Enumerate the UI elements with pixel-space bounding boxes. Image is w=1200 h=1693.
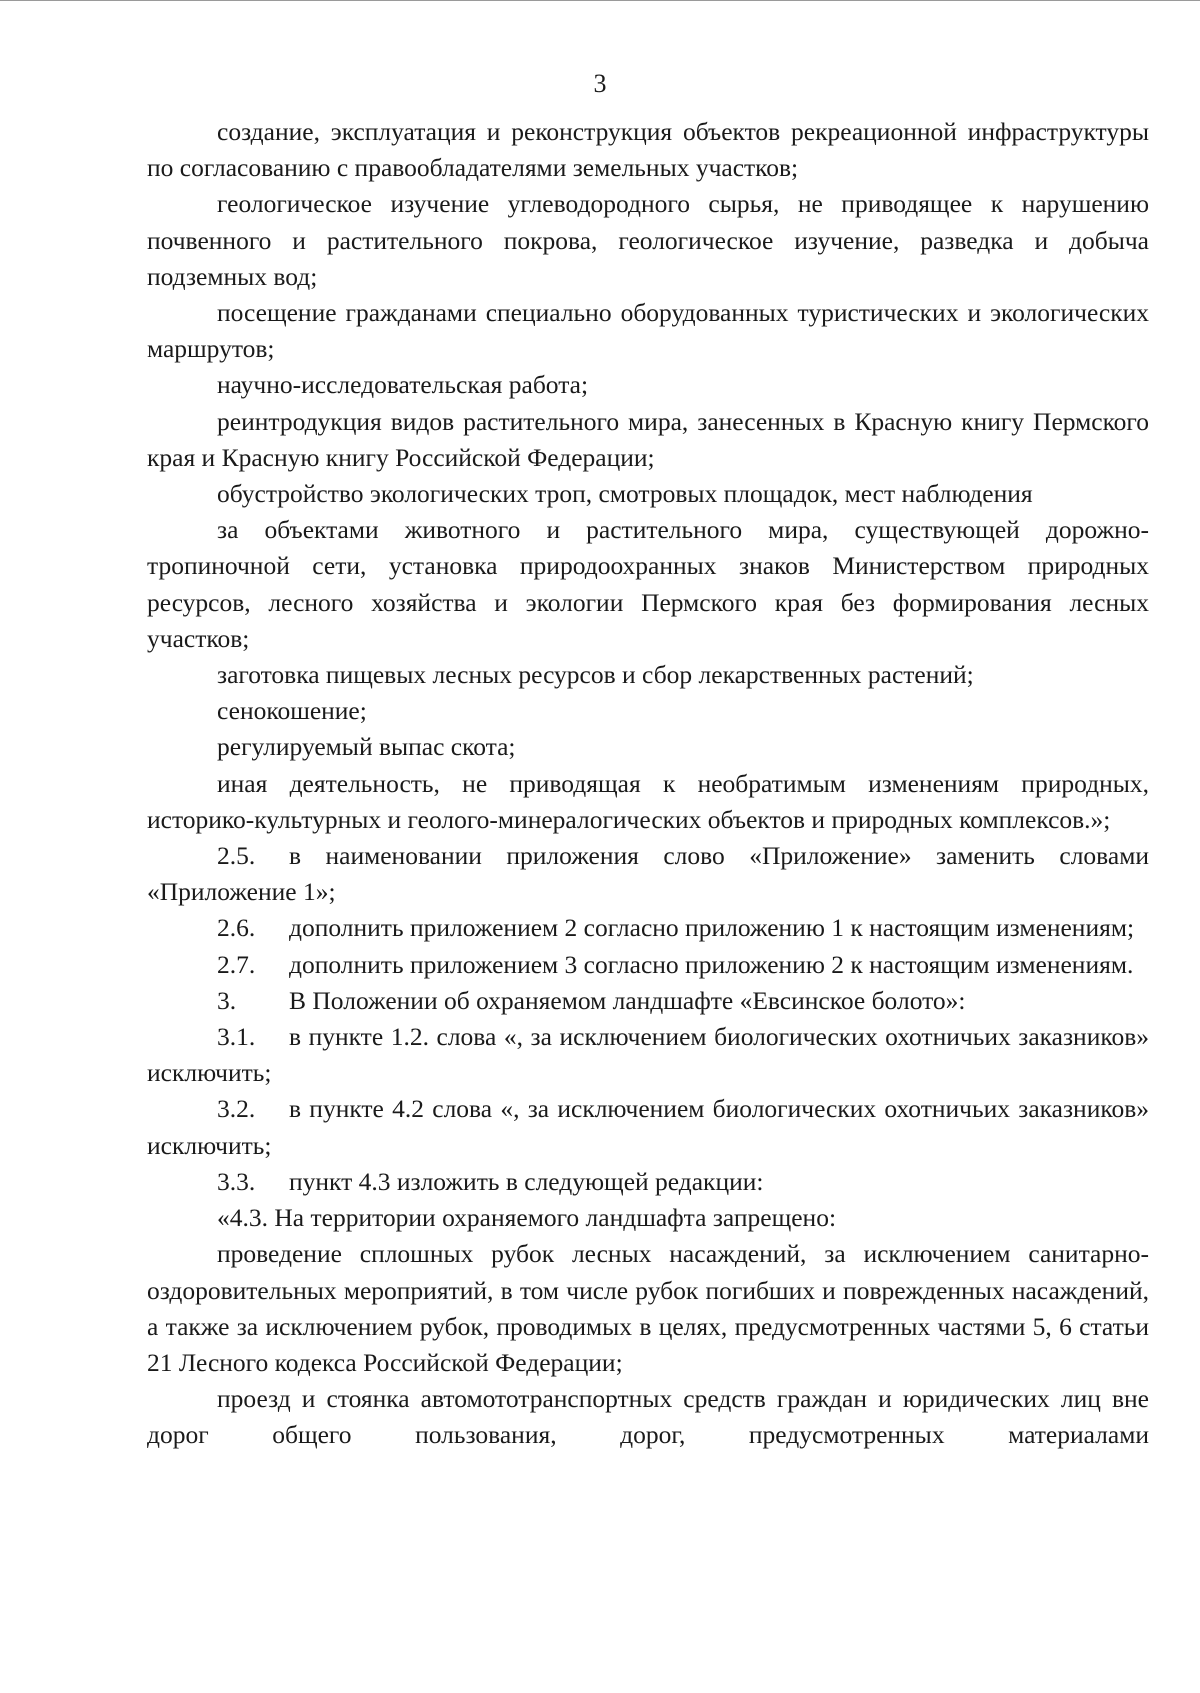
paragraph: «4.3. На территории охраняемого ландшафта запрещено: — [217, 1203, 837, 1233]
paragraph: геологическое изучение углеводородного сырья, не приводящее к нарушению почвенного и растительного покрова, геологическое изучение, разведка и добыча подземных вод; — [147, 189, 1149, 291]
document-body — [147, 114, 1149, 1454]
item-text: в наименовании приложения слово «Приложение» заменить словами «Приложение 1»; — [147, 841, 1149, 907]
item-number: 3.1. — [217, 1022, 256, 1052]
item-number: 2.7. — [217, 949, 256, 979]
paragraph: реинтродукция видов растительного мира, занесенных в Красную книгу Пермского края и Красную книгу Российской Федерации; — [147, 406, 1149, 472]
paragraph: посещение гражданами специально оборудованных туристических и экологических маршрутов; — [147, 298, 1149, 364]
item-text: пункт 4.3 изложить в следующей редакции: — [289, 1166, 764, 1196]
paragraph: иная деятельность, не приводящая к необратимым изменениям природных, историко-культурных и геолого-минералогических объектов и природных комплексов.»; — [147, 768, 1149, 834]
paragraph: за объектами животного и растительного мира, существующей дорожно-тропиночной сети, установка природоохранных знаков Министерством природных ресурсов, лесного хозяйства и экологии Пермского края без формирования лесных участков; — [147, 515, 1149, 653]
page-number: 3 — [593, 69, 607, 98]
item-number: 3.2. — [217, 1094, 256, 1124]
item-number: 3. — [217, 985, 237, 1015]
numbered-item — [147, 1091, 1149, 1163]
numbered-item — [147, 910, 1149, 946]
paragraph: научно-исследовательская работа; — [217, 370, 589, 400]
item-number: 2.6. — [217, 913, 256, 943]
numbered-item — [147, 947, 1149, 983]
paragraph: проведение сплошных рубок лесных насаждений, за исключением санитарно-оздоровительных мероприятий, в том числе рубок погибших и поврежденных насаждений, а также за исключением рубок, проводимых в целях, предусмотренных частями 5, 6 статьи 21 Лесного кодекса Российской Федерации; — [147, 1239, 1149, 1377]
item-text: дополнить приложением 2 согласно приложению 1 к настоящим изменениям; — [289, 913, 1135, 943]
item-number: 2.5. — [217, 841, 256, 871]
paragraph: регулируемый выпас скота; — [217, 732, 516, 762]
numbered-item — [147, 1019, 1149, 1091]
paragraph: проезд и стоянка автомототранспортных средств граждан и юридических лиц вне дорог общего пользования, дорог, предусмотренных материалами — [147, 1384, 1149, 1450]
item-text: в пункте 4.2 слова «, за исключением биологических охотничьих заказников» исключить; — [147, 1094, 1149, 1160]
item-text: В Положении об охраняемом ландшафте «Евсинское болото»: — [289, 985, 966, 1015]
item-text: в пункте 1.2. слова «, за исключением биологических охотничьих заказников» исключить; — [147, 1022, 1149, 1088]
item-text: дополнить приложением 3 согласно приложению 2 к настоящим изменениям. — [289, 949, 1134, 979]
paragraph: сенокошение; — [217, 696, 367, 726]
paragraph: создание, эксплуатация и реконструкция объектов рекреационной инфраструктуры по согласованию с правообладателями земельных участков; — [147, 117, 1149, 183]
paragraph: обустройство экологических троп, смотровых площадок, мест наблюдения — [217, 479, 1033, 509]
numbered-item — [147, 838, 1149, 910]
paragraph: заготовка пищевых лесных ресурсов и сбор лекарственных растений; — [217, 660, 974, 690]
numbered-item — [147, 1164, 1149, 1200]
numbered-item — [147, 983, 1149, 1019]
item-number: 3.3. — [217, 1166, 256, 1196]
